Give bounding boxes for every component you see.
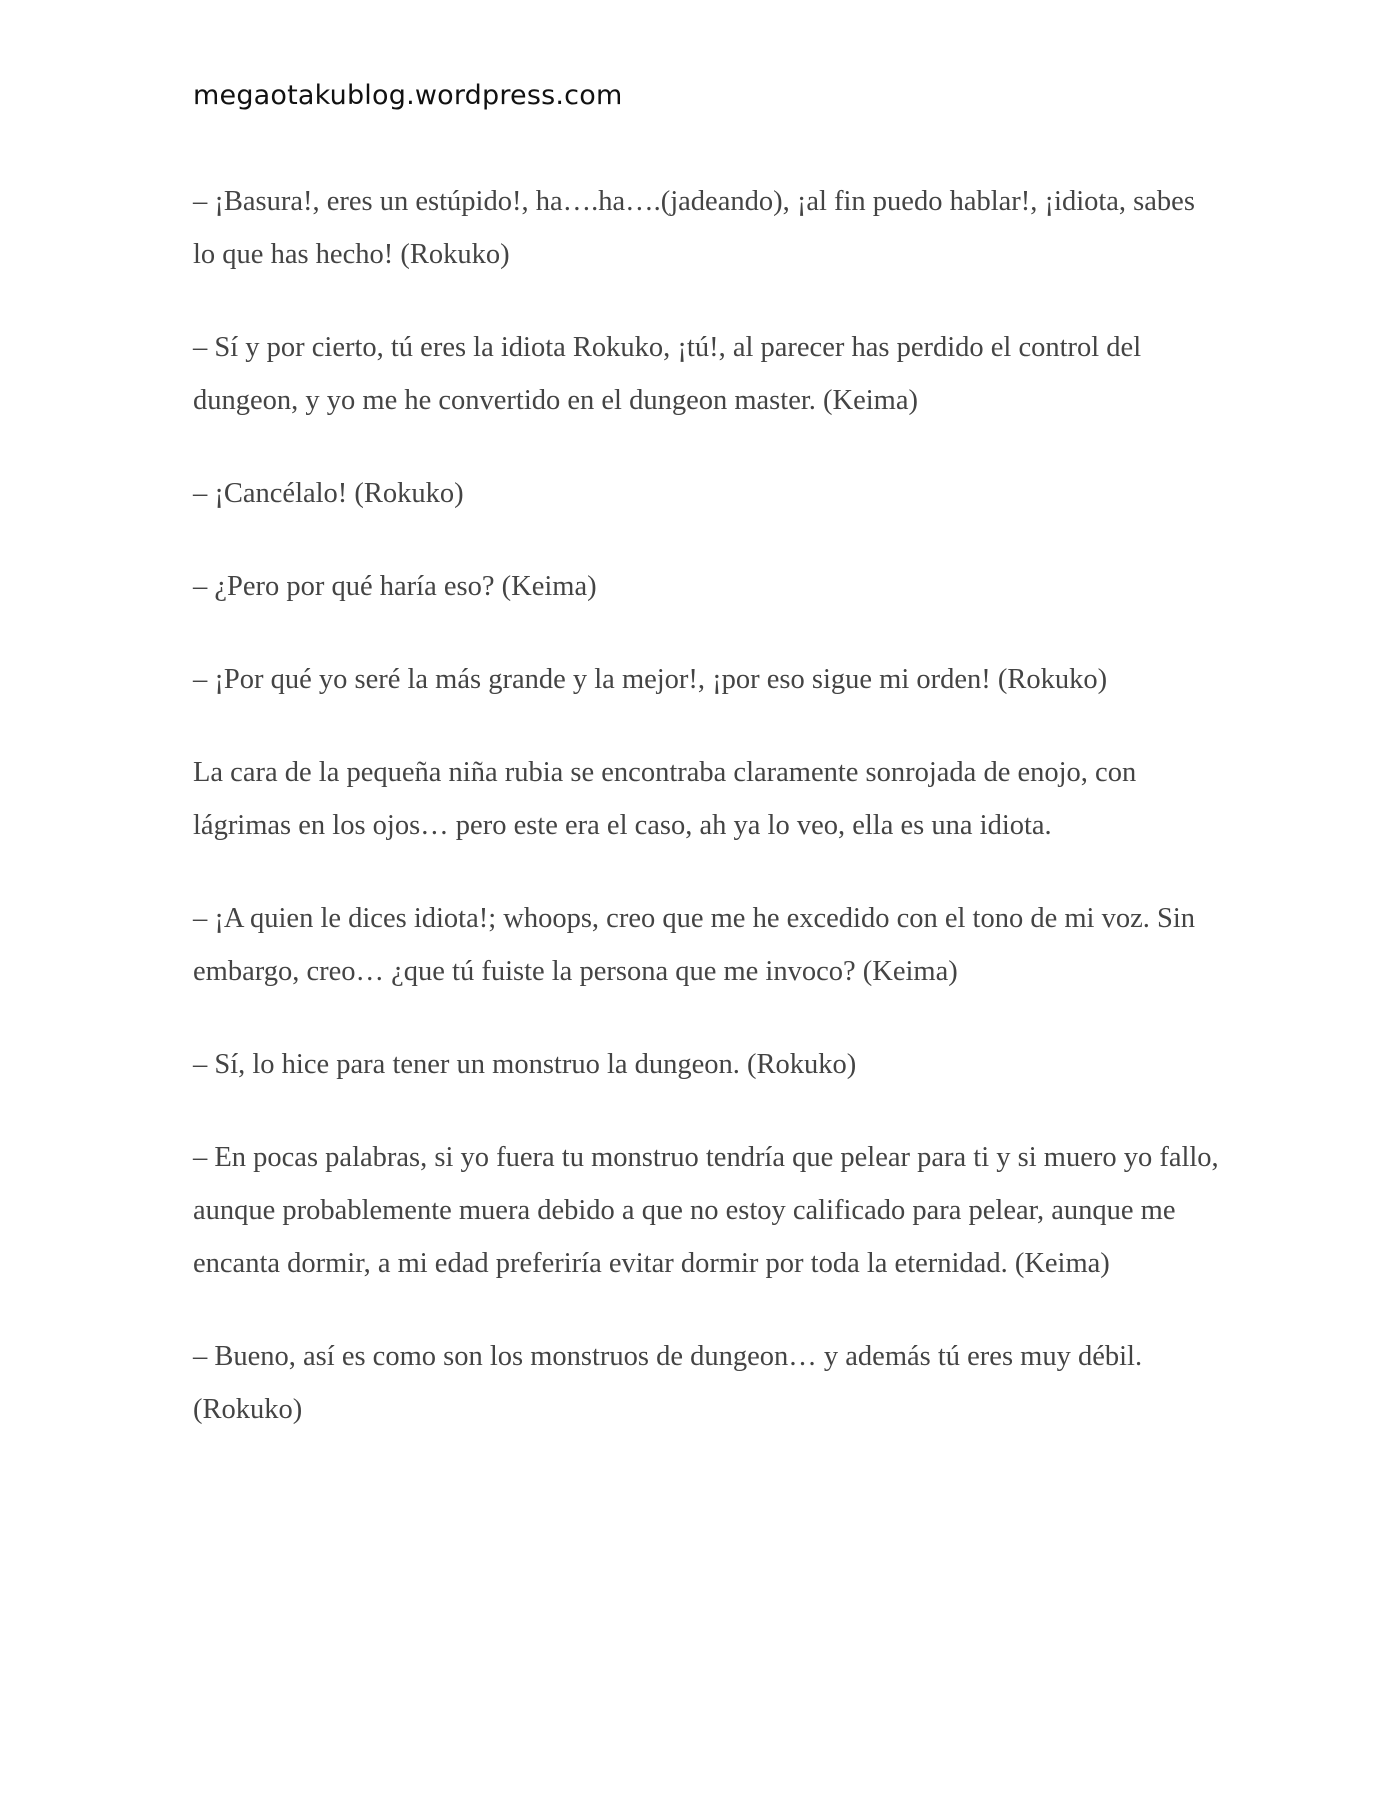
paragraph: – Sí, lo hice para tener un monstruo la dungeon. (Rokuko)	[193, 1049, 857, 1080]
paragraph: – ¡Cancélalo! (Rokuko)	[193, 478, 464, 509]
paragraph: – Sí y por cierto, tú eres la idiota Rokuko, ¡tú!, al parecer has perdido el control del dungeon, y yo me he convertido en el dungeon master. (Keima)	[193, 332, 1142, 416]
site-header: megaotakublog.wordpress.com	[193, 80, 623, 111]
paragraph: – ¡A quien le dices idiota!; whoops, creo que me he excedido con el tono de mi voz. Sin embargo, creo… ¿que tú fuiste la persona que me invoco? (Keima)	[193, 903, 1195, 987]
paragraph: – En pocas palabras, si yo fuera tu monstruo tendría que pelear para ti y si muero yo fallo, aunque probablemente muera debido a que no estoy calificado para pelear, aunque me encanta dormir, a mi edad preferiría evitar dormir por toda la eternidad. (Keima)	[193, 1142, 1219, 1279]
paragraph: – ¿Pero por qué haría eso? (Keima)	[193, 571, 597, 602]
paragraph: – ¡Basura!, eres un estúpido!, ha….ha….(jadeando), ¡al fin puedo hablar!, ¡idiota, sabes lo que has hecho! (Rokuko)	[193, 186, 1195, 270]
paragraph: – Bueno, así es como son los monstruos de dungeon… y además tú eres muy débil. (Rokuko)	[193, 1341, 1143, 1425]
story-body	[193, 175, 1223, 1476]
paragraph: – ¡Por qué yo seré la más grande y la mejor!, ¡por eso sigue mi orden! (Rokuko)	[193, 664, 1108, 695]
paragraph: La cara de la pequeña niña rubia se encontraba claramente sonrojada de enojo, con lágrimas en los ojos… pero este era el caso, ah ya lo veo, ella es una idiota.	[193, 757, 1137, 841]
